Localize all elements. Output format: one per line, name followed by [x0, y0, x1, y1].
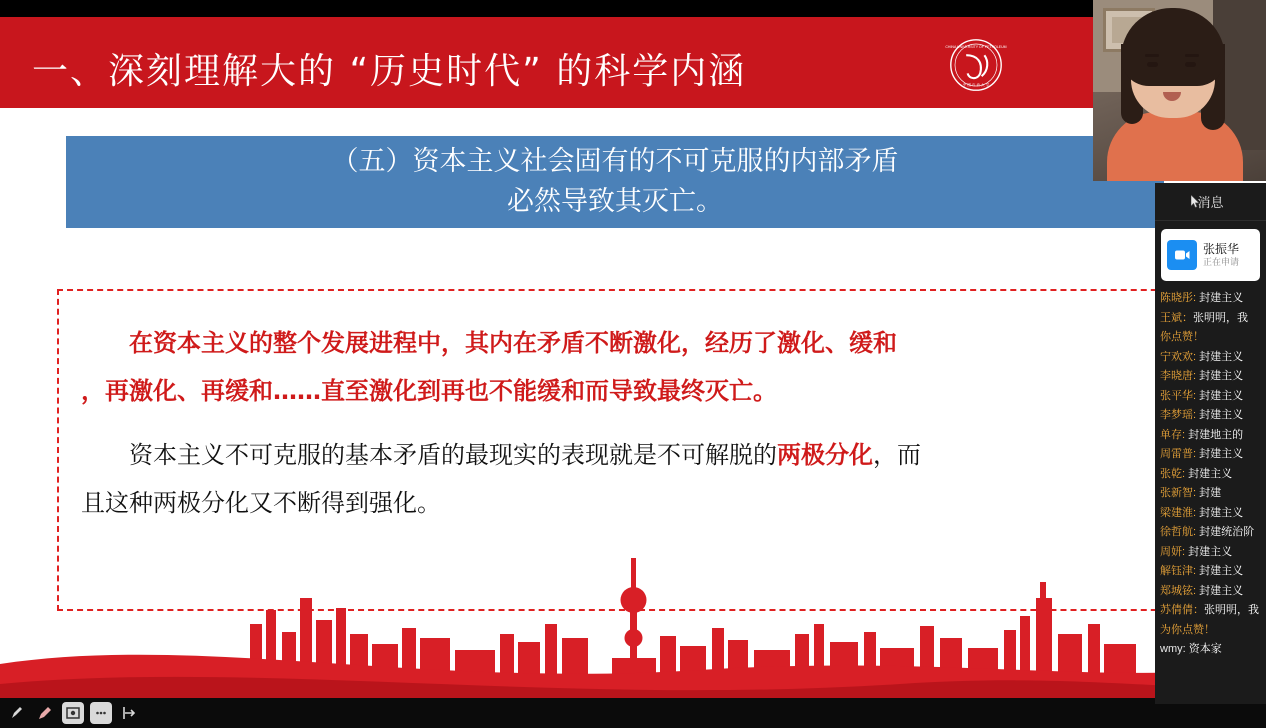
para2-highlight: 两极分化	[777, 441, 873, 469]
slide-title: 一、深刻理解大的 “历史时代” 的科学内涵	[32, 51, 747, 92]
chat-message: 徐哲航: 封建统治阶	[1160, 526, 1255, 538]
city-skyline-red-graphic	[0, 538, 1266, 698]
bottom-toolbar	[0, 698, 1266, 728]
body-paragraph-1	[81, 319, 1201, 415]
chat-message: 王斌：张明明，我	[1160, 311, 1248, 324]
presenter-video-feed[interactable]	[1093, 0, 1266, 181]
chat-message: 张乾: 封建主义	[1160, 467, 1233, 480]
chat-message: 解钰津: 封建主义	[1160, 565, 1244, 577]
presenter-eye-left	[1147, 62, 1158, 67]
chat-message: 郑城铉: 封建主义	[1160, 584, 1244, 597]
toolbar-icon-group	[6, 702, 140, 724]
next-slide-arrow-icon[interactable]	[118, 702, 140, 724]
slide-title-banner	[0, 17, 1266, 108]
notification-text	[1203, 242, 1239, 268]
presenter-brow-right	[1185, 54, 1199, 57]
pointer-tool-icon[interactable]	[6, 702, 28, 724]
para2-part1: 资本主义不可克服的基本矛盾的最现实的表现就是不可解脱的	[129, 441, 777, 469]
chat-message: 张平华: 封建主义	[1160, 389, 1244, 402]
chat-message-list[interactable]	[1155, 287, 1266, 660]
chat-message: wmy: 资本家	[1160, 643, 1222, 655]
svg-text:中 国 石 油 大 学: 中 国 石 油 大 学	[962, 83, 990, 87]
body-paragraph-2	[81, 431, 1201, 527]
video-request-icon	[1167, 240, 1197, 270]
para2-part3: 且这种两极分化又不断得到强化。	[81, 489, 441, 517]
para2-part2: ，而	[873, 441, 921, 469]
para1-line1: 在资本主义的整个发展进程中，其内在矛盾不断激化，经历了激化、缓和	[129, 329, 897, 357]
chat-message: 苏倩倩：张明明，我	[1160, 604, 1259, 616]
subheader-line-2: 必然导致其灭亡。	[507, 186, 723, 217]
svg-text:CHINA UNIVERSITY OF PETROLEUM: CHINA UNIVERSITY OF PETROLEUM	[945, 45, 1007, 50]
para1-line2: ，再激化、再缓和……直至激化到再也不能缓和而导致最终灭亡。	[81, 377, 777, 405]
university-seal-logo	[940, 37, 1012, 93]
chat-message: 陈晓彤: 封建主义	[1160, 292, 1244, 304]
chat-message: 单存: 封建地主的	[1160, 428, 1244, 441]
pen-tool-icon[interactable]	[34, 702, 56, 724]
slide-subheader	[66, 136, 1164, 228]
chat-message: 宁欢欢: 封建主义	[1160, 350, 1244, 363]
notification-user-name: 张振华	[1203, 241, 1240, 256]
chat-header	[1155, 183, 1266, 221]
presenter-eye-right	[1185, 62, 1196, 67]
notification-status: 正在申请	[1203, 256, 1240, 267]
chat-message: 为你点赞！	[1160, 623, 1215, 636]
join-request-notification[interactable]	[1161, 229, 1260, 281]
chat-header-title: 消息	[1197, 195, 1224, 210]
chat-message: 李梦瑶: 封建主义	[1160, 409, 1244, 421]
chat-message: 周妍: 封建主义	[1160, 545, 1233, 558]
subheader-line-1: （五）资本主义社会固有的不可克服的内部矛盾	[331, 146, 899, 177]
chat-message: 你点赞！	[1160, 331, 1204, 343]
screen-tool-icon[interactable]	[62, 702, 84, 724]
chat-message: 周雷普: 封建主义	[1160, 448, 1244, 460]
chat-message: 李晓唐: 封建主义	[1160, 370, 1244, 382]
mouse-cursor-icon	[1191, 195, 1201, 209]
more-tool-icon[interactable]	[90, 702, 112, 724]
presenter-brow-left	[1145, 54, 1159, 57]
chat-message: 梁建淮: 封建主义	[1160, 506, 1244, 519]
presentation-slide	[0, 17, 1266, 698]
chat-panel	[1155, 183, 1266, 704]
chat-message: 张新智: 封建	[1160, 487, 1222, 499]
top-black-bar	[0, 0, 1266, 17]
